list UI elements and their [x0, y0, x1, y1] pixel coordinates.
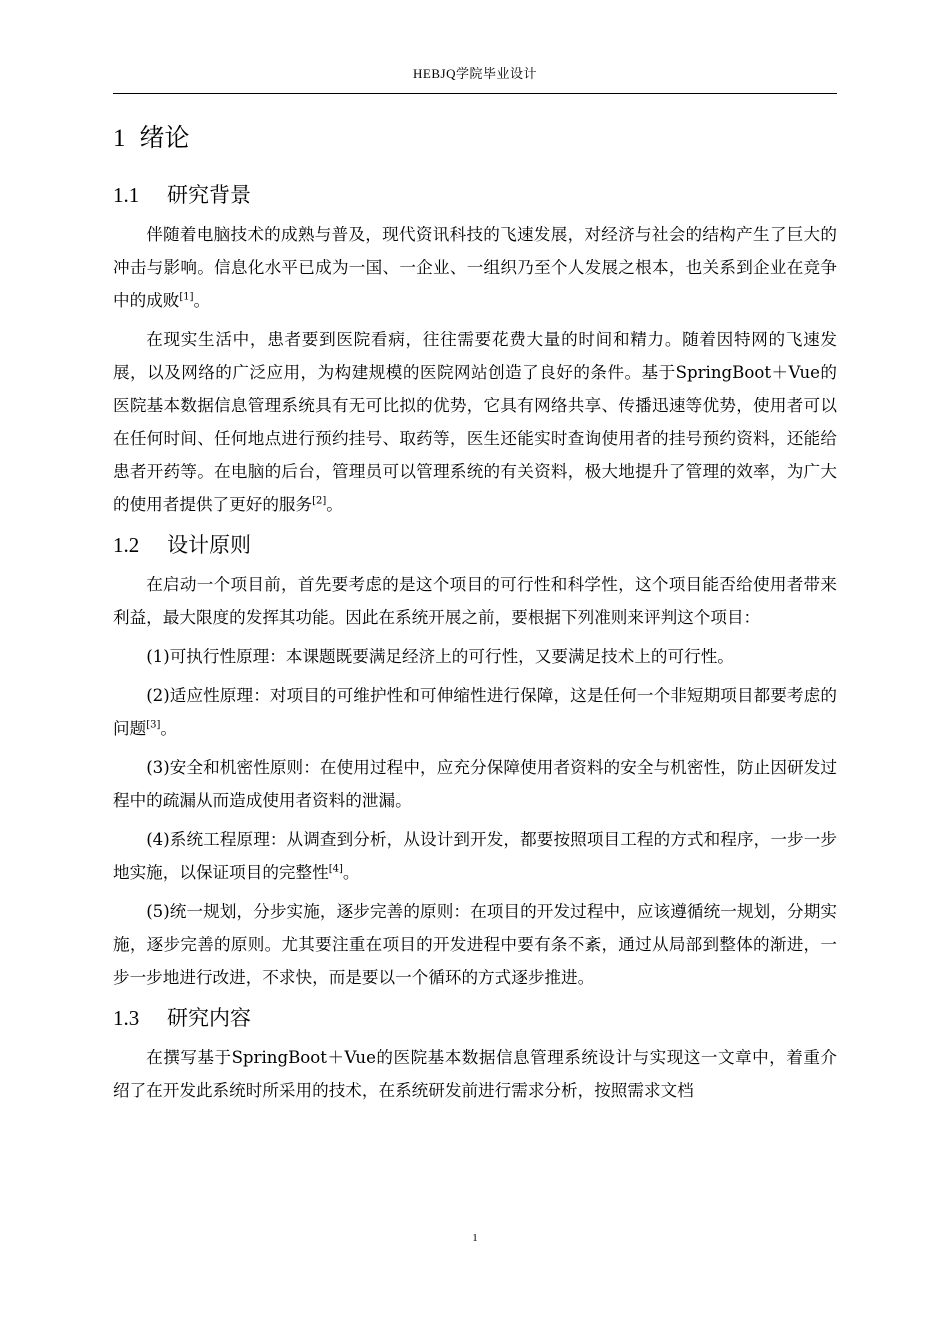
section-heading	[113, 527, 837, 563]
paragraph: 在现实生活中，患者要到医院看病，往往需要花费大量的时间和精力。随着因特网的飞速发展，以及网络的广泛应用，为构建规模的医院网站创造了良好的条件。基于SpringBoot＋Vue的医院基本数据信息管理系统具有无可比拟的优势，它具有网络共享、传播迅速等优势，使用者可以在任何时间、任何地点进行预约挂号、取药等，医生还能实时查询使用者的挂号预约资料，还能给患者开药等。在电脑的后台，管理员可以管理系统的有关资料，极大地提升了管理的效率，为广大的使用者提供了更好的服务[2]。	[113, 330, 837, 514]
citation: [4]	[328, 863, 343, 875]
citation: [1]	[179, 291, 194, 303]
page-number: 1	[472, 1232, 478, 1244]
citation: [2]	[312, 495, 327, 507]
paragraph: (5)统一规划，分步实施，逐步完善的原则：在项目的开发过程中，应该遵循统一规划，分期实施，逐步完善的原则。尤其要注重在项目的开发进程中要有条不紊，通过从局部到整体的渐进，一步一步地进行改进，不求快，而是要以一个循环的方式逐步推进。	[113, 902, 837, 987]
page-body	[113, 118, 837, 1113]
paragraph: 在撰写基于SpringBoot＋Vue的医院基本数据信息管理系统设计与实现这一文章中，着重介绍了在开发此系统时所采用的技术，在系统研发前进行需求分析，按照需求文档	[113, 1048, 837, 1100]
chapter-heading	[113, 118, 837, 159]
section-heading	[113, 177, 837, 213]
section-number: 1.2	[113, 533, 140, 557]
citation: [3]	[146, 719, 161, 731]
section-title: 研究内容	[167, 1006, 251, 1030]
section-number: 1.1	[113, 183, 140, 207]
paragraph: (3)安全和机密性原则：在使用过程中，应充分保障使用者资料的安全与机密性，防止因研发过程中的疏漏从而造成使用者资料的泄漏。	[113, 758, 837, 810]
section-heading	[113, 1000, 837, 1036]
section-number: 1.3	[113, 1006, 140, 1030]
paragraph: (4)系统工程原理：从调查到分析，从设计到开发，都要按照项目工程的方式和程序，一步一步地实施，以保证项目的完整性[4]。	[113, 830, 837, 882]
chapter-number: 1	[113, 125, 126, 152]
paragraph: 伴随着电脑技术的成熟与普及，现代资讯科技的飞速发展，对经济与社会的结构产生了巨大的冲击与影响。信息化水平已成为一国、一企业、一组织乃至个人发展之根本，也关系到企业在竞争中的成败[1]。	[113, 225, 837, 310]
running-header: HEBJQ学院毕业设计	[413, 66, 537, 81]
section-title: 设计原则	[167, 533, 251, 557]
paragraph: 在启动一个项目前，首先要考虑的是这个项目的可行性和科学性，这个项目能否给使用者带来利益，最大限度的发挥其功能。因此在系统开展之前，要根据下列准则来评判这个项目：	[113, 575, 837, 627]
paragraph: (2)适应性原理：对项目的可维护性和可伸缩性进行保障，这是任何一个非短期项目都要考虑的问题[3]。	[113, 686, 837, 738]
section-title: 研究背景	[167, 183, 251, 207]
chapter-title: 绪论	[139, 123, 190, 152]
header-rule	[113, 93, 837, 94]
paragraph: (1)可执行性原理：本课题既要满足经济上的可行性，又要满足技术上的可行性。	[146, 647, 734, 666]
